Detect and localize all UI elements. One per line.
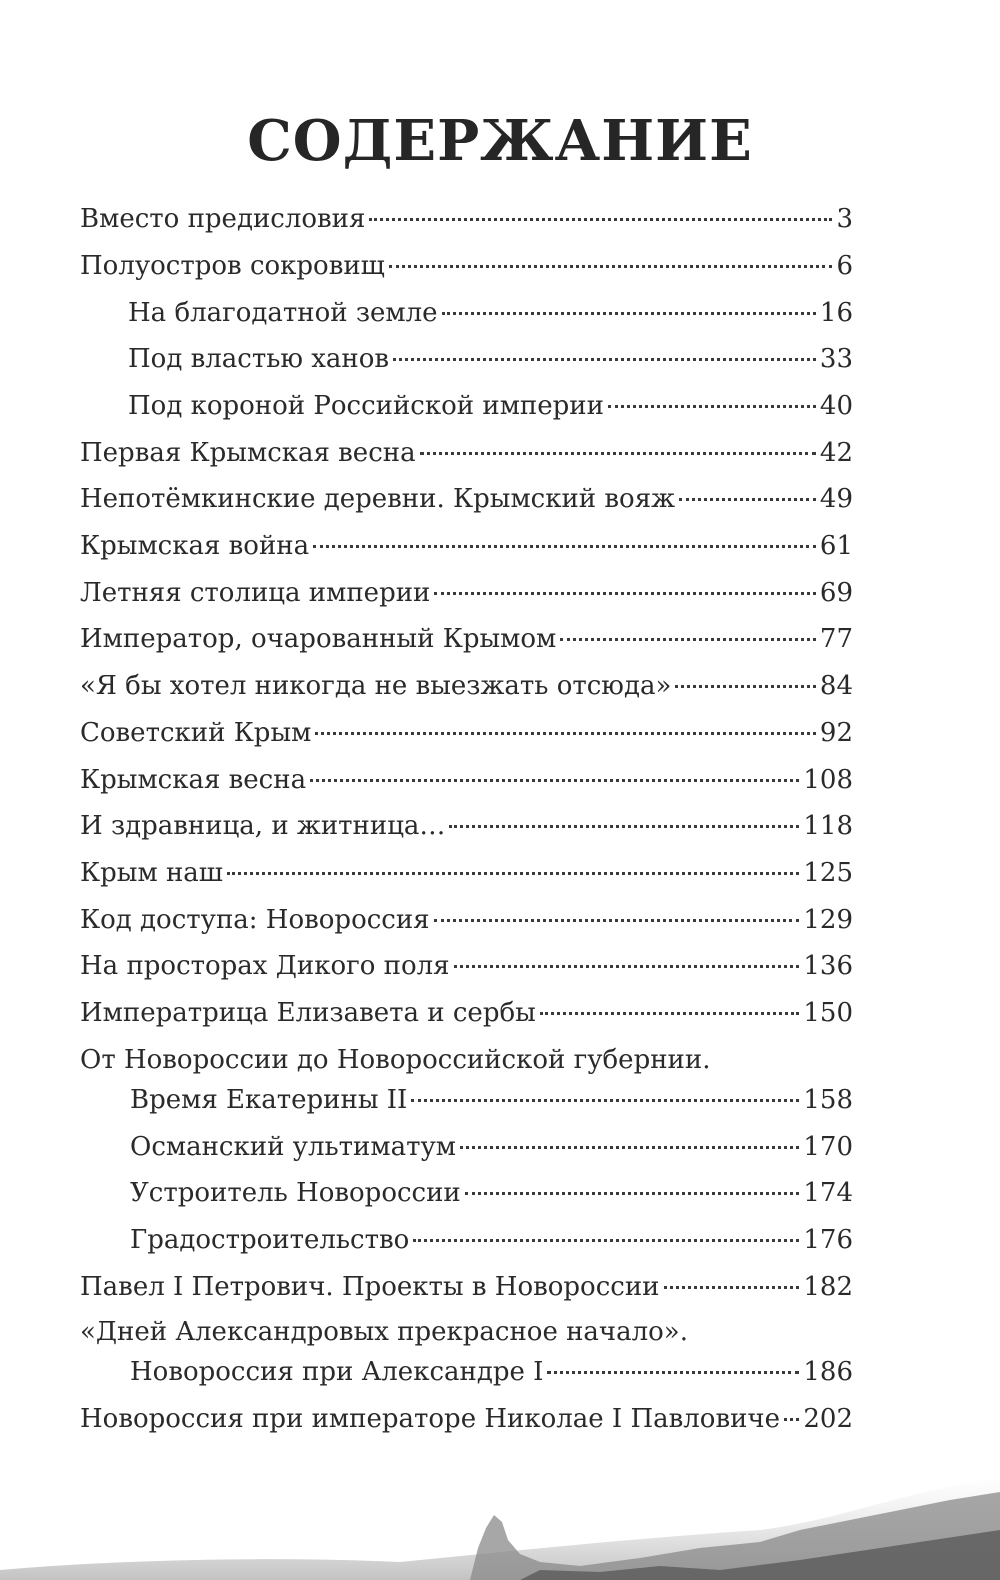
toc-entry-page: 92 xyxy=(819,718,853,748)
toc-entry[interactable] xyxy=(80,810,853,842)
toc-entry-page: 174 xyxy=(803,1178,853,1208)
leader-dots xyxy=(393,358,816,361)
toc-entry-label: Вместо предисловия xyxy=(80,204,366,234)
toc-entry-label: Советский Крым xyxy=(80,718,312,748)
leader-dots xyxy=(465,1192,800,1195)
toc-entry-page: 69 xyxy=(819,578,853,608)
toc-entry-page: 129 xyxy=(803,905,853,935)
toc-entry[interactable] xyxy=(80,203,853,235)
toc-entry-page: 16 xyxy=(819,298,853,328)
leader-dots xyxy=(675,685,816,688)
toc-entry[interactable] xyxy=(80,623,853,655)
toc-entry-label: Крымская война xyxy=(80,531,310,561)
leader-dots xyxy=(313,545,816,548)
toc-entry-page: 42 xyxy=(819,438,853,468)
toc-entry-label: Павел I Петрович. Проекты в Новороссии xyxy=(80,1272,660,1302)
toc-entry-page: 49 xyxy=(819,484,853,514)
toc-entry[interactable] xyxy=(80,483,853,515)
toc-subentry[interactable] xyxy=(128,297,853,329)
toc-entry-page: 202 xyxy=(803,1404,853,1434)
toc-subentry[interactable] xyxy=(130,1131,853,1163)
toc-entry[interactable] xyxy=(80,717,853,749)
toc-entry-label: Полуостров сокровищ xyxy=(80,251,385,281)
leader-dots xyxy=(227,872,799,875)
toc-entry-page: 182 xyxy=(803,1272,853,1302)
decorative-landscape-image xyxy=(0,1380,1000,1580)
toc-section-heading[interactable]: «Дней Александровых прекрасное начало». xyxy=(80,1317,688,1347)
toc-entry-label: Устроитель Новороссии xyxy=(130,1178,461,1208)
toc-entry[interactable] xyxy=(80,1271,853,1303)
toc-entry-label: Крымская весна xyxy=(80,765,307,795)
toc-entry-label: Первая Крымская весна xyxy=(80,438,416,468)
toc-entry-page: 77 xyxy=(819,624,853,654)
toc-entry-page: 118 xyxy=(803,811,853,841)
toc-subentry[interactable] xyxy=(130,1084,853,1116)
toc-entry[interactable] xyxy=(80,904,853,936)
toc-entry-label: Новороссия при Александре I xyxy=(130,1357,544,1387)
toc-entry-page: 170 xyxy=(803,1132,853,1162)
leader-dots xyxy=(442,312,816,315)
toc-entry-label: Непотёмкинские деревни. Крымский вояж xyxy=(80,484,676,514)
leader-dots xyxy=(449,825,799,828)
toc-entry-label: Время Екатерины II xyxy=(130,1085,408,1115)
toc-entry-page: 108 xyxy=(803,765,853,795)
toc-entry-page: 61 xyxy=(819,531,853,561)
leader-dots xyxy=(413,1239,799,1242)
toc-entry-page: 6 xyxy=(836,251,853,281)
leader-dots xyxy=(420,452,816,455)
leader-dots xyxy=(369,218,832,221)
toc-entry[interactable] xyxy=(80,577,853,609)
toc-subentry[interactable] xyxy=(128,343,853,375)
toc-entry-label: Под властью ханов xyxy=(128,344,390,374)
toc-entry-label: Под короной Российской империи xyxy=(128,391,604,421)
toc-entry[interactable] xyxy=(80,764,853,796)
toc-entry-label: Османский ультиматум xyxy=(130,1132,456,1162)
toc-entry-label: На просторах Дикого поля xyxy=(80,951,450,981)
toc-entry-page: 136 xyxy=(803,951,853,981)
toc-entry-label: Императрица Елизавета и сербы xyxy=(80,998,536,1028)
toc-entry-label: Крым наш xyxy=(80,858,223,888)
toc-entry-page: 186 xyxy=(803,1357,853,1387)
leader-dots xyxy=(547,1371,799,1374)
toc-entry-page: 158 xyxy=(803,1085,853,1115)
toc-entry[interactable] xyxy=(80,670,853,702)
leader-dots xyxy=(389,265,833,268)
leader-dots xyxy=(434,592,816,595)
toc-entry-page: 176 xyxy=(803,1225,853,1255)
toc-entry[interactable] xyxy=(80,250,853,282)
toc-entry-label: Летняя столица империи xyxy=(80,578,431,608)
toc-entry-label: На благодатной земле xyxy=(128,298,438,328)
leader-dots xyxy=(411,1099,799,1102)
page-title: СОДЕРЖАНИЕ xyxy=(247,108,753,174)
toc-section-heading[interactable]: От Новороссии до Новороссийской губернии. xyxy=(80,1045,711,1075)
leader-dots xyxy=(310,779,799,782)
leader-dots xyxy=(540,1012,800,1015)
toc-entry-label: Император, очарованный Крымом xyxy=(80,624,557,654)
toc-entry-page: 125 xyxy=(803,858,853,888)
toc-entry-label: Градостроительство xyxy=(130,1225,410,1255)
toc-entry-page: 3 xyxy=(836,204,853,234)
toc-entry[interactable] xyxy=(80,530,853,562)
leader-dots xyxy=(315,732,816,735)
toc-entry-page: 150 xyxy=(803,998,853,1028)
toc-entry-page: 84 xyxy=(819,671,853,701)
toc-subentry[interactable] xyxy=(130,1177,853,1209)
leader-dots xyxy=(454,965,800,968)
toc-entry[interactable] xyxy=(80,857,853,889)
toc-entry-label: И здравница, и житница… xyxy=(80,811,446,841)
toc-entry-label: Новороссия при императоре Николае I Павловиче xyxy=(80,1404,780,1434)
toc-subentry[interactable] xyxy=(130,1224,853,1256)
toc-entry[interactable] xyxy=(80,437,853,469)
toc-entry-label: «Я бы хотел никогда не выезжать отсюда» xyxy=(80,671,672,701)
leader-dots xyxy=(460,1146,799,1149)
toc-subentry[interactable] xyxy=(128,390,853,422)
toc-entry-page: 40 xyxy=(819,391,853,421)
leader-dots xyxy=(434,919,800,922)
toc-entry-label: Код доступа: Новороссия xyxy=(80,905,430,935)
leader-dots xyxy=(560,638,816,641)
toc-entry[interactable] xyxy=(80,997,853,1029)
toc-entry[interactable] xyxy=(80,950,853,982)
leader-dots xyxy=(608,405,816,408)
leader-dots xyxy=(679,498,816,501)
leader-dots xyxy=(664,1286,800,1289)
toc-entry-page: 33 xyxy=(819,344,853,374)
